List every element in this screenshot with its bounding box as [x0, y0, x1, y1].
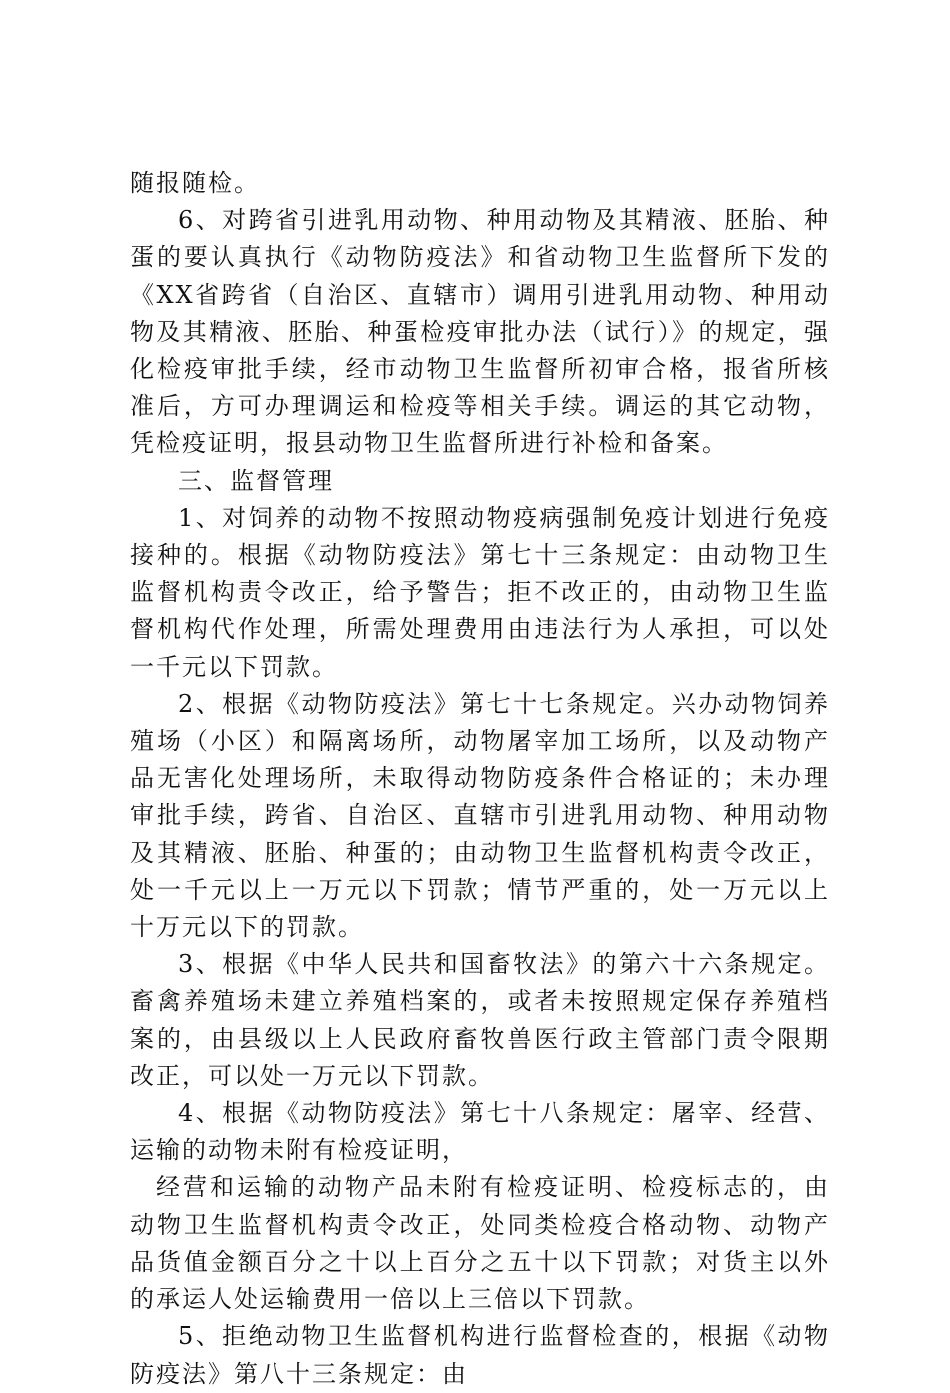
paragraph-item-4: 4、根据《动物防疫法》第七十八条规定：屠宰、经营、运输的动物未附有检疫证明，	[130, 1099, 830, 1165]
paragraph-item-1: 1、对饲养的动物不按照动物疫病强制免疫计划进行免疫接种的。根据《动物防疫法》第七十三条规定：由动物卫生监督机构责令改正，给予警告；拒不改正的，由动物卫生监督机构代作处理，所需处理费用由违法行为人承担，可以处一千元以下罚款。	[130, 503, 830, 681]
paragraph-continuation: 随报随检。	[130, 169, 260, 197]
paragraph-item-4-continued: 经营和运输的动物产品未附有检疫证明、检疫标志的，由动物卫生监督机构责令改正，处同类检疫合格动物、动物产品货值金额百分之十以上百分之五十以下罚款；对货主以外的承运人处运输费用一倍以上三倍以下罚款。	[130, 1173, 830, 1314]
paragraph-item-3: 3、根据《中华人民共和国畜牧法》的第六十六条规定。畜禽养殖场未建立养殖档案的，或者未按照规定保存养殖档案的，由县级以上人民政府畜牧兽医行政主管部门责令限期改正，可以处一万元以下罚款。	[130, 950, 830, 1090]
paragraph-item-6: 6、对跨省引进乳用动物、种用动物及其精液、胚胎、种蛋的要认真执行《动物防疫法》和省动物卫生监督所下发的《XX省跨省（自治区、直辖市）调用引进乳用动物、种用动物及其精液、胚胎、种蛋检疫审批办法（试行）》的规定，强化检疫审批手续，经市动物卫生监督所初审合格，报省所核准后，方可办理调运和检疫等相关手续。调运的其它动物，凭检疫证明，报县动物卫生监督所进行补检和备案。	[130, 206, 830, 458]
document-body	[130, 165, 830, 1393]
paragraph-item-2: 2、根据《动物防疫法》第七十七条规定。兴办动物饲养殖场（小区）和隔离场所，动物屠宰加工场所，以及动物产品无害化处理场所，未取得动物防疫条件合格证的；未办理审批手续，跨省、自治区、直辖市引进乳用动物、种用动物及其精液、胚胎、种蛋的；由动物卫生监督机构责令改正，处一千元以上一万元以下罚款；情节严重的，处一万元以上十万元以下的罚款。	[130, 689, 830, 942]
section-heading-supervision: 三、监督管理	[178, 466, 334, 495]
paragraph-item-5: 5、拒绝动物卫生监督机构进行监督检查的，根据《动物防疫法》第八十三条规定：由	[130, 1322, 830, 1388]
